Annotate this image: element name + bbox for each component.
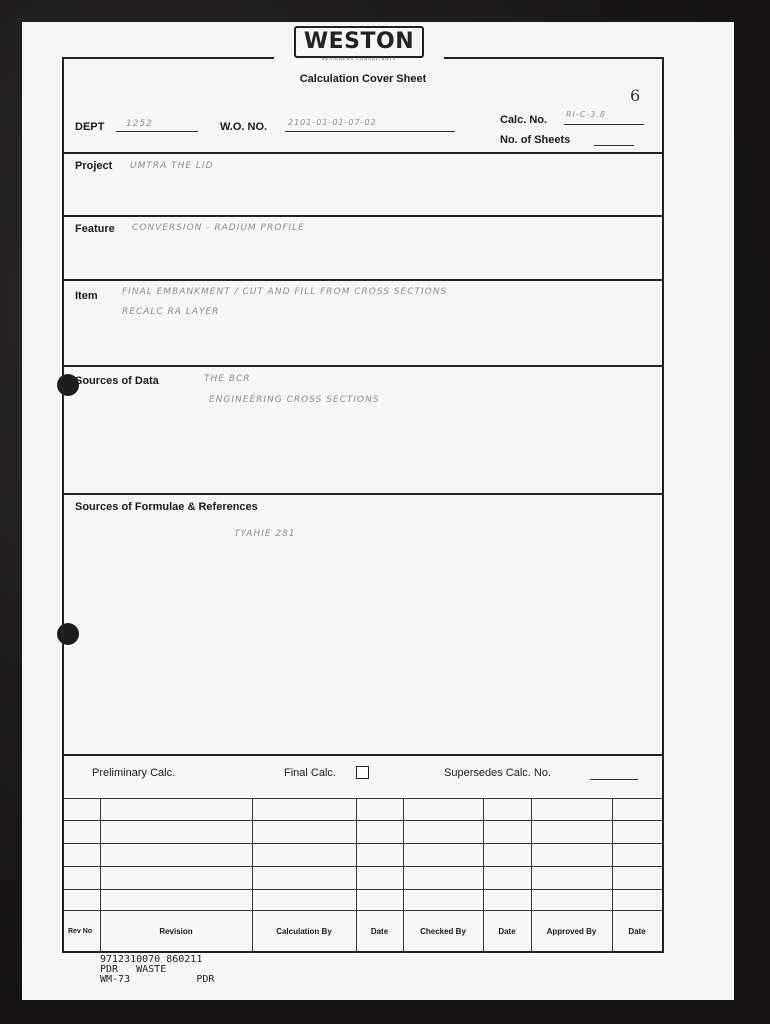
sheets-underline [594, 145, 634, 146]
sources-of-data-line2[interactable]: ENGINEERING CROSS SECTIONS [209, 395, 380, 405]
supersedes-underline [590, 779, 638, 780]
sheets-label: No. of Sheets [500, 134, 571, 146]
sources-of-formulae-label: Sources of Formulae & References [75, 501, 258, 513]
sources-of-formulae-section [64, 495, 662, 756]
calc-number-underline [564, 124, 644, 125]
wo-number-value[interactable]: 2101-01-01-07-02 [288, 118, 377, 127]
dept-underline [116, 131, 198, 132]
sources-of-data-label: Sources of Data [75, 375, 159, 387]
final-calc-checkbox[interactable] [356, 766, 369, 779]
logo-tagline: DESIGNERS CONSULTANTS [321, 56, 397, 61]
stamp-line-2: PDR WASTE [100, 964, 167, 975]
supersedes-calc-label: Supersedes Calc. No. [444, 767, 551, 779]
sources-of-formulae-value[interactable]: TYAHIE 281 [234, 529, 296, 539]
calc-number-value[interactable]: RI-C-3.8 [566, 110, 606, 119]
feature-section [64, 217, 662, 281]
dept-label: DEPT [75, 121, 105, 133]
calculation-cover-sheet-form [62, 57, 664, 953]
project-label: Project [75, 160, 113, 172]
logo-wordmark: WESTON [294, 26, 424, 58]
sources-of-data-line1[interactable]: THE BCR [204, 374, 251, 384]
stamp-line-3: WM-73 PDR [100, 974, 215, 985]
wo-number-underline [285, 131, 455, 132]
final-calc-label: Final Calc. [284, 767, 336, 779]
col-rev-no: Rev No [68, 927, 93, 935]
project-value[interactable]: UMTRA THE LID [130, 161, 214, 171]
revision-table [64, 798, 662, 953]
item-value-line2[interactable]: RECALC RA LAYER [122, 307, 220, 317]
weston-logo [274, 24, 444, 68]
stamp-line-1: 9712310070 860211 [100, 954, 203, 965]
feature-label: Feature [75, 223, 115, 235]
page-number: 6 [630, 86, 641, 105]
item-value-line1[interactable]: FINAL EMBANKMENT / CUT AND FILL FROM CROSS SECTIONS [122, 287, 448, 297]
header-section [64, 59, 662, 154]
item-label: Item [75, 290, 98, 302]
calc-status-section [64, 756, 662, 798]
form-title: Calculation Cover Sheet [299, 73, 427, 85]
project-section [64, 154, 662, 217]
col-date: Date [628, 926, 646, 936]
col-date: Date [498, 926, 516, 936]
item-section [64, 281, 662, 367]
col-approved-by: Approved By [546, 926, 597, 936]
dept-value[interactable]: 1252 [126, 119, 153, 129]
col-checked-by: Checked By [420, 926, 466, 936]
wo-number-label: W.O. NO. [220, 121, 268, 133]
col-date: Date [370, 926, 389, 936]
col-calculation-by: Calculation By [276, 926, 332, 936]
calc-number-label: Calc. No. [500, 114, 548, 126]
preliminary-calc-label: Preliminary Calc. [92, 767, 176, 779]
feature-value[interactable]: CONVERSION - RADIUM PROFILE [132, 223, 305, 233]
col-revision: Revision [159, 926, 193, 936]
document-stamp [100, 955, 214, 985]
sources-of-data-section [64, 367, 662, 495]
